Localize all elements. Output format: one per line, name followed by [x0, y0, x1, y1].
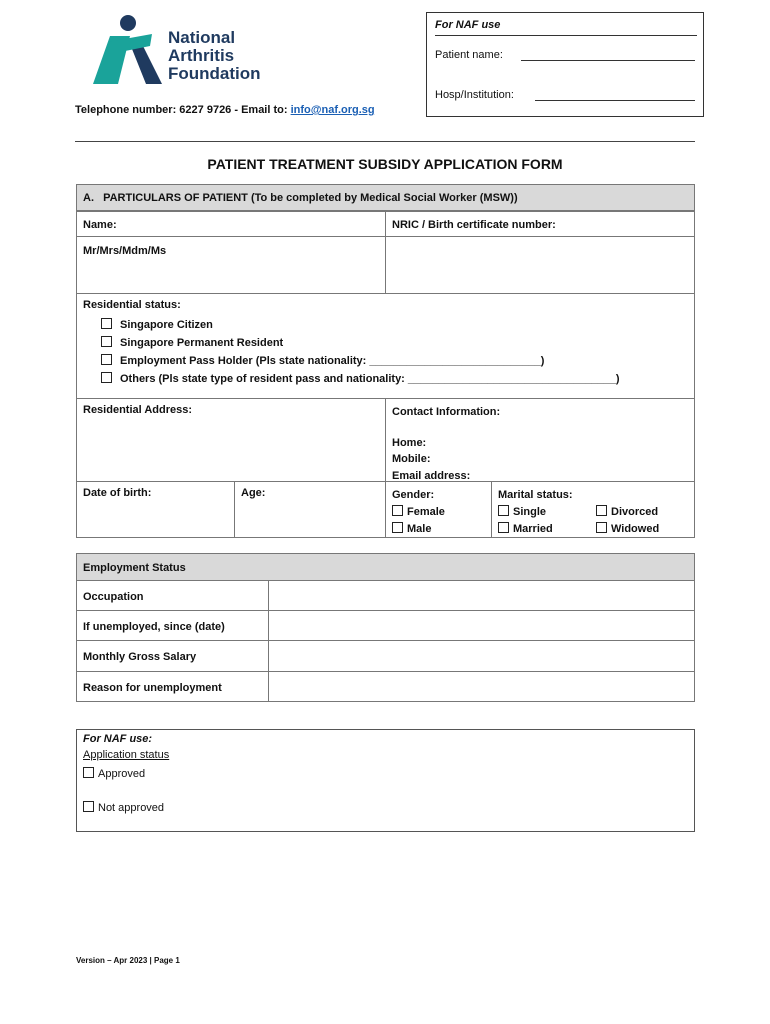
- option-label: Female: [407, 506, 445, 518]
- marital-label: Marital status:: [498, 489, 573, 501]
- checkbox-icon[interactable]: [498, 505, 509, 516]
- dob-label: Date of birth:: [83, 487, 152, 499]
- option-label: Single: [513, 506, 547, 518]
- residential-option-pr[interactable]: [101, 334, 688, 352]
- checkbox-icon[interactable]: [392, 505, 403, 516]
- hosp-field[interactable]: [535, 100, 695, 101]
- option-label: Approved: [98, 768, 146, 780]
- checkbox-icon[interactable]: [101, 336, 112, 347]
- checkbox-icon[interactable]: [596, 522, 607, 533]
- hosp-label: Hosp/Institution:: [435, 89, 514, 101]
- residential-status-label: Residential status:: [83, 299, 181, 311]
- marital-divorced-option[interactable]: [596, 504, 658, 521]
- unemployed-since-label: If unemployed, since (date): [76, 610, 269, 641]
- contact-info-label: Contact Information:: [392, 406, 501, 418]
- option-label: Not approved: [98, 802, 165, 814]
- section-a-letter: A.: [83, 192, 94, 204]
- nric-label: NRIC / Birth certificate number:: [392, 219, 556, 231]
- employment-header: Employment Status: [76, 553, 695, 581]
- marital-cell: [491, 481, 695, 538]
- section-a-title: PARTICULARS OF PATIENT (To be completed by Medical Social Worker (MSW)): [103, 192, 518, 204]
- gender-label: Gender:: [392, 489, 435, 501]
- contact-line: [75, 104, 375, 116]
- marital-married-option[interactable]: [498, 523, 553, 535]
- checkbox-icon[interactable]: [392, 522, 403, 533]
- dob-cell[interactable]: [76, 481, 235, 538]
- mobile-label: Mobile:: [392, 453, 431, 465]
- option-label: Widowed: [611, 523, 660, 535]
- approved-option[interactable]: [83, 767, 145, 780]
- option-label: Singapore Citizen: [120, 319, 213, 331]
- email-label: Email address:: [392, 469, 471, 482]
- nric-divider: [385, 236, 695, 237]
- salary-field[interactable]: [268, 640, 695, 672]
- option-label: Singapore Permanent Resident: [120, 337, 284, 349]
- occupation-field[interactable]: [268, 580, 695, 611]
- checkbox-icon[interactable]: [101, 318, 112, 329]
- name-cell[interactable]: [76, 211, 386, 294]
- age-label: Age:: [241, 487, 266, 499]
- patient-name-label: Patient name:: [435, 49, 503, 61]
- option-label: Male: [407, 523, 432, 535]
- logo-text-line1: National: [168, 28, 236, 47]
- naf-box-divider: [435, 35, 697, 36]
- checkbox-icon[interactable]: [83, 801, 94, 812]
- header-divider: [75, 141, 695, 142]
- email-link[interactable]: info@naf.org.sg: [290, 104, 375, 116]
- checkbox-icon[interactable]: [498, 522, 509, 533]
- checkbox-icon[interactable]: [101, 372, 112, 383]
- marital-row-2: [498, 521, 688, 538]
- marital-row-1: [498, 504, 688, 521]
- naf-logo-mark-icon: [90, 14, 170, 88]
- page-footer: Version – Apr 2023 | Page 1: [76, 956, 180, 965]
- salutation-label: Mr/Mrs/Mdm/Ms: [83, 245, 167, 257]
- section-a-header: [76, 184, 695, 211]
- residential-options: [101, 316, 688, 388]
- name-label: Name:: [83, 219, 117, 231]
- form-title: PATIENT TREATMENT SUBSIDY APPLICATION FORM: [207, 156, 563, 172]
- option-label: Married: [513, 523, 553, 535]
- salary-label: Monthly Gross Salary: [76, 640, 269, 672]
- checkbox-icon[interactable]: [101, 354, 112, 365]
- age-cell[interactable]: [234, 481, 386, 538]
- naf-box-title: For NAF use: [435, 19, 501, 31]
- nric-cell[interactable]: [385, 211, 695, 294]
- residential-option-others[interactable]: [101, 370, 688, 388]
- marital-widowed-option[interactable]: [596, 521, 659, 538]
- residential-address-cell[interactable]: [76, 398, 386, 482]
- marital-single-option[interactable]: [498, 506, 546, 518]
- option-label: Employment Pass Holder (Pls state nationality: ____________________________): [120, 355, 545, 367]
- not-approved-option[interactable]: [83, 801, 164, 814]
- unemployment-reason-field[interactable]: [268, 671, 695, 702]
- name-divider: [76, 236, 386, 237]
- gender-female-option[interactable]: [392, 504, 485, 521]
- logo-text-line3: Foundation: [168, 64, 261, 83]
- naf-use-box-bottom: [76, 729, 695, 832]
- unemployed-since-field[interactable]: [268, 610, 695, 641]
- checkbox-icon[interactable]: [596, 505, 607, 516]
- gender-cell: [385, 481, 492, 538]
- naf-use-title: For NAF use:: [83, 733, 153, 745]
- naf-use-box-top: [426, 12, 704, 117]
- option-label: Divorced: [611, 506, 659, 518]
- logo-text-line2: Arthritis: [168, 46, 235, 65]
- address-label: Residential Address:: [83, 404, 193, 416]
- occupation-label: Occupation: [76, 580, 269, 611]
- gender-male-option[interactable]: [392, 521, 485, 538]
- phone-label: Telephone number: 6227 9726 - Email to:: [75, 104, 291, 116]
- option-label: Others (Pls state type of resident pass and nationality: __________________________________): [120, 373, 620, 385]
- contact-info-cell[interactable]: [385, 398, 695, 482]
- checkbox-icon[interactable]: [83, 767, 94, 778]
- residential-option-ep[interactable]: [101, 352, 688, 370]
- residential-option-citizen[interactable]: [101, 316, 688, 334]
- application-status-label: Application status: [83, 749, 170, 761]
- residential-status-cell: [76, 293, 695, 399]
- patient-name-field[interactable]: [521, 60, 695, 61]
- unemployment-reason-label: Reason for unemployment: [76, 671, 269, 702]
- home-label: Home:: [392, 436, 427, 449]
